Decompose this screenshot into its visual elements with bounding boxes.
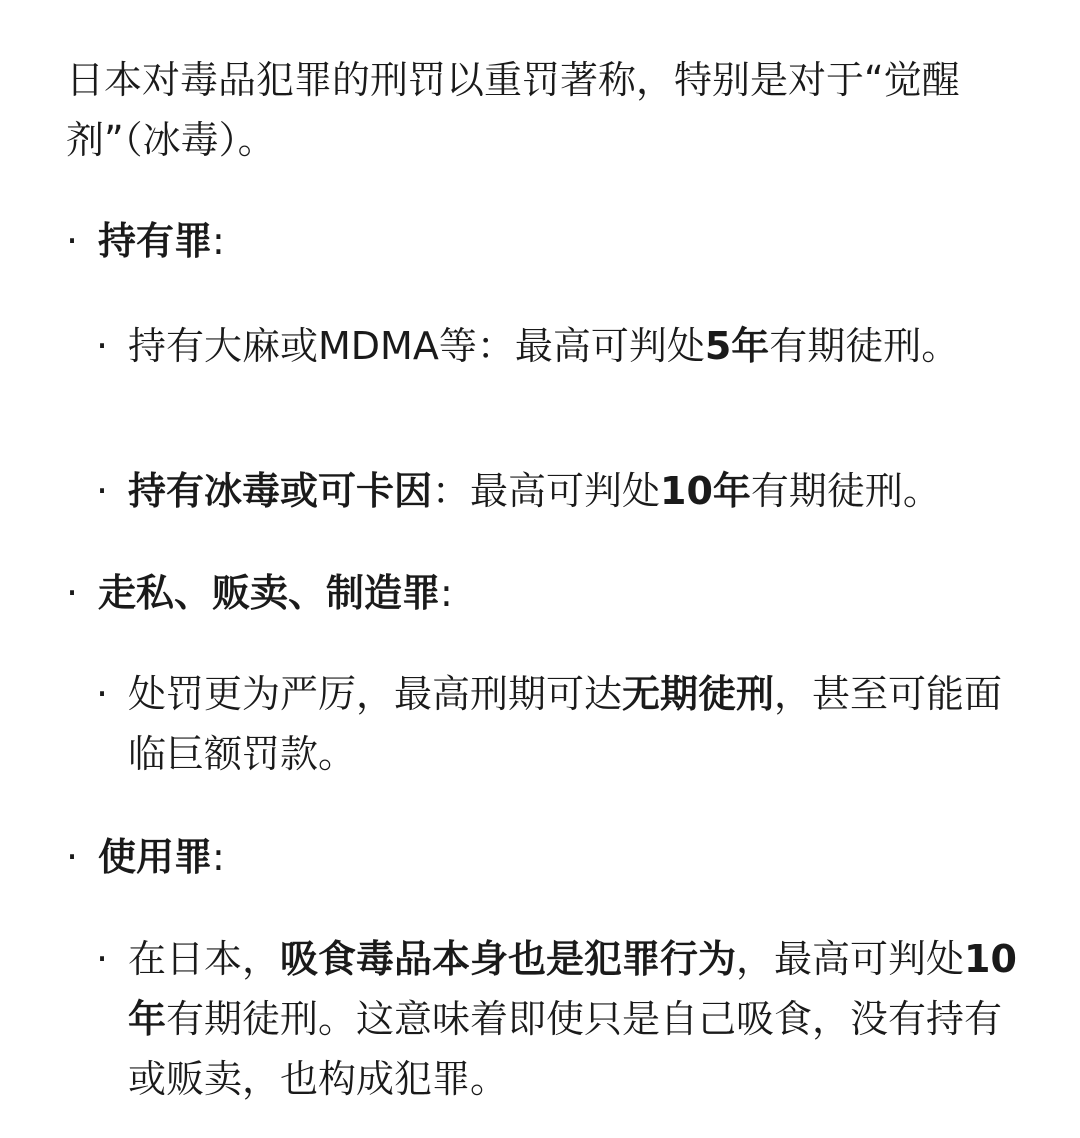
item-text-part: 有期徒刑。 <box>750 469 941 513</box>
item-text-part: 有期徒刑。 <box>769 324 960 368</box>
list-item-text <box>128 929 1018 1109</box>
list-item-possession-cannabis <box>96 316 1026 376</box>
list-item-text <box>128 664 1018 784</box>
list-item-text <box>128 316 1018 376</box>
section-colon: : <box>212 219 225 263</box>
list-item-use <box>96 929 1026 1109</box>
intro-paragraph: 日本对毒品犯罪的刑罚以重罚著称，特别是对于“觉醒剂”（冰毒）。 <box>66 58 960 162</box>
item-text-part: 处罚更为严厉，最高刑期可达 <box>128 672 623 716</box>
bullet-dot: · <box>96 324 109 368</box>
item-text-part: 有期徒刑。这意味着即使只是自己吸食，没有持有或贩卖，也构成犯罪。 <box>128 997 1003 1101</box>
bullet-dot: · <box>66 219 79 263</box>
bullet-dot: · <box>66 571 79 615</box>
section-heading-use <box>66 827 225 887</box>
item-text-part-bold: 10年 <box>128 937 1017 1041</box>
section-heading-trafficking <box>66 563 453 623</box>
item-text-part: ：最高可判处 <box>432 469 661 513</box>
item-text-part: ，甚至可能面临巨额罚款。 <box>128 672 1003 776</box>
item-text-part-bold: 持有冰毒或可卡因 <box>128 469 433 513</box>
section-title: 持有罪 <box>98 219 213 263</box>
item-text-part-bold: 5年 <box>704 324 770 368</box>
item-text-part: 在日本， <box>128 937 281 981</box>
section-colon: : <box>440 571 453 615</box>
section-title: 走私、贩卖、制造罪 <box>98 571 441 615</box>
list-item-trafficking <box>96 664 1026 784</box>
list-item-possession-meth <box>96 461 1026 521</box>
section-colon: : <box>212 835 225 879</box>
item-text-part: 持有大麻或MDMA等：最高可判处 <box>128 324 705 368</box>
item-text-part-bold: 吸食毒品本身也是犯罪行为 <box>280 937 737 981</box>
section-title: 使用罪 <box>98 835 213 879</box>
bullet-dot: · <box>96 469 109 513</box>
bullet-dot: · <box>66 835 79 879</box>
bullet-dot: · <box>96 672 109 716</box>
item-text-part-bold: 无期徒刑 <box>622 672 775 716</box>
section-heading-possession <box>66 211 225 271</box>
list-item-text <box>128 461 1018 521</box>
item-text-part: ，最高可判处 <box>736 937 965 981</box>
item-text-part-bold: 10年 <box>660 469 751 513</box>
bullet-dot: · <box>96 937 109 981</box>
